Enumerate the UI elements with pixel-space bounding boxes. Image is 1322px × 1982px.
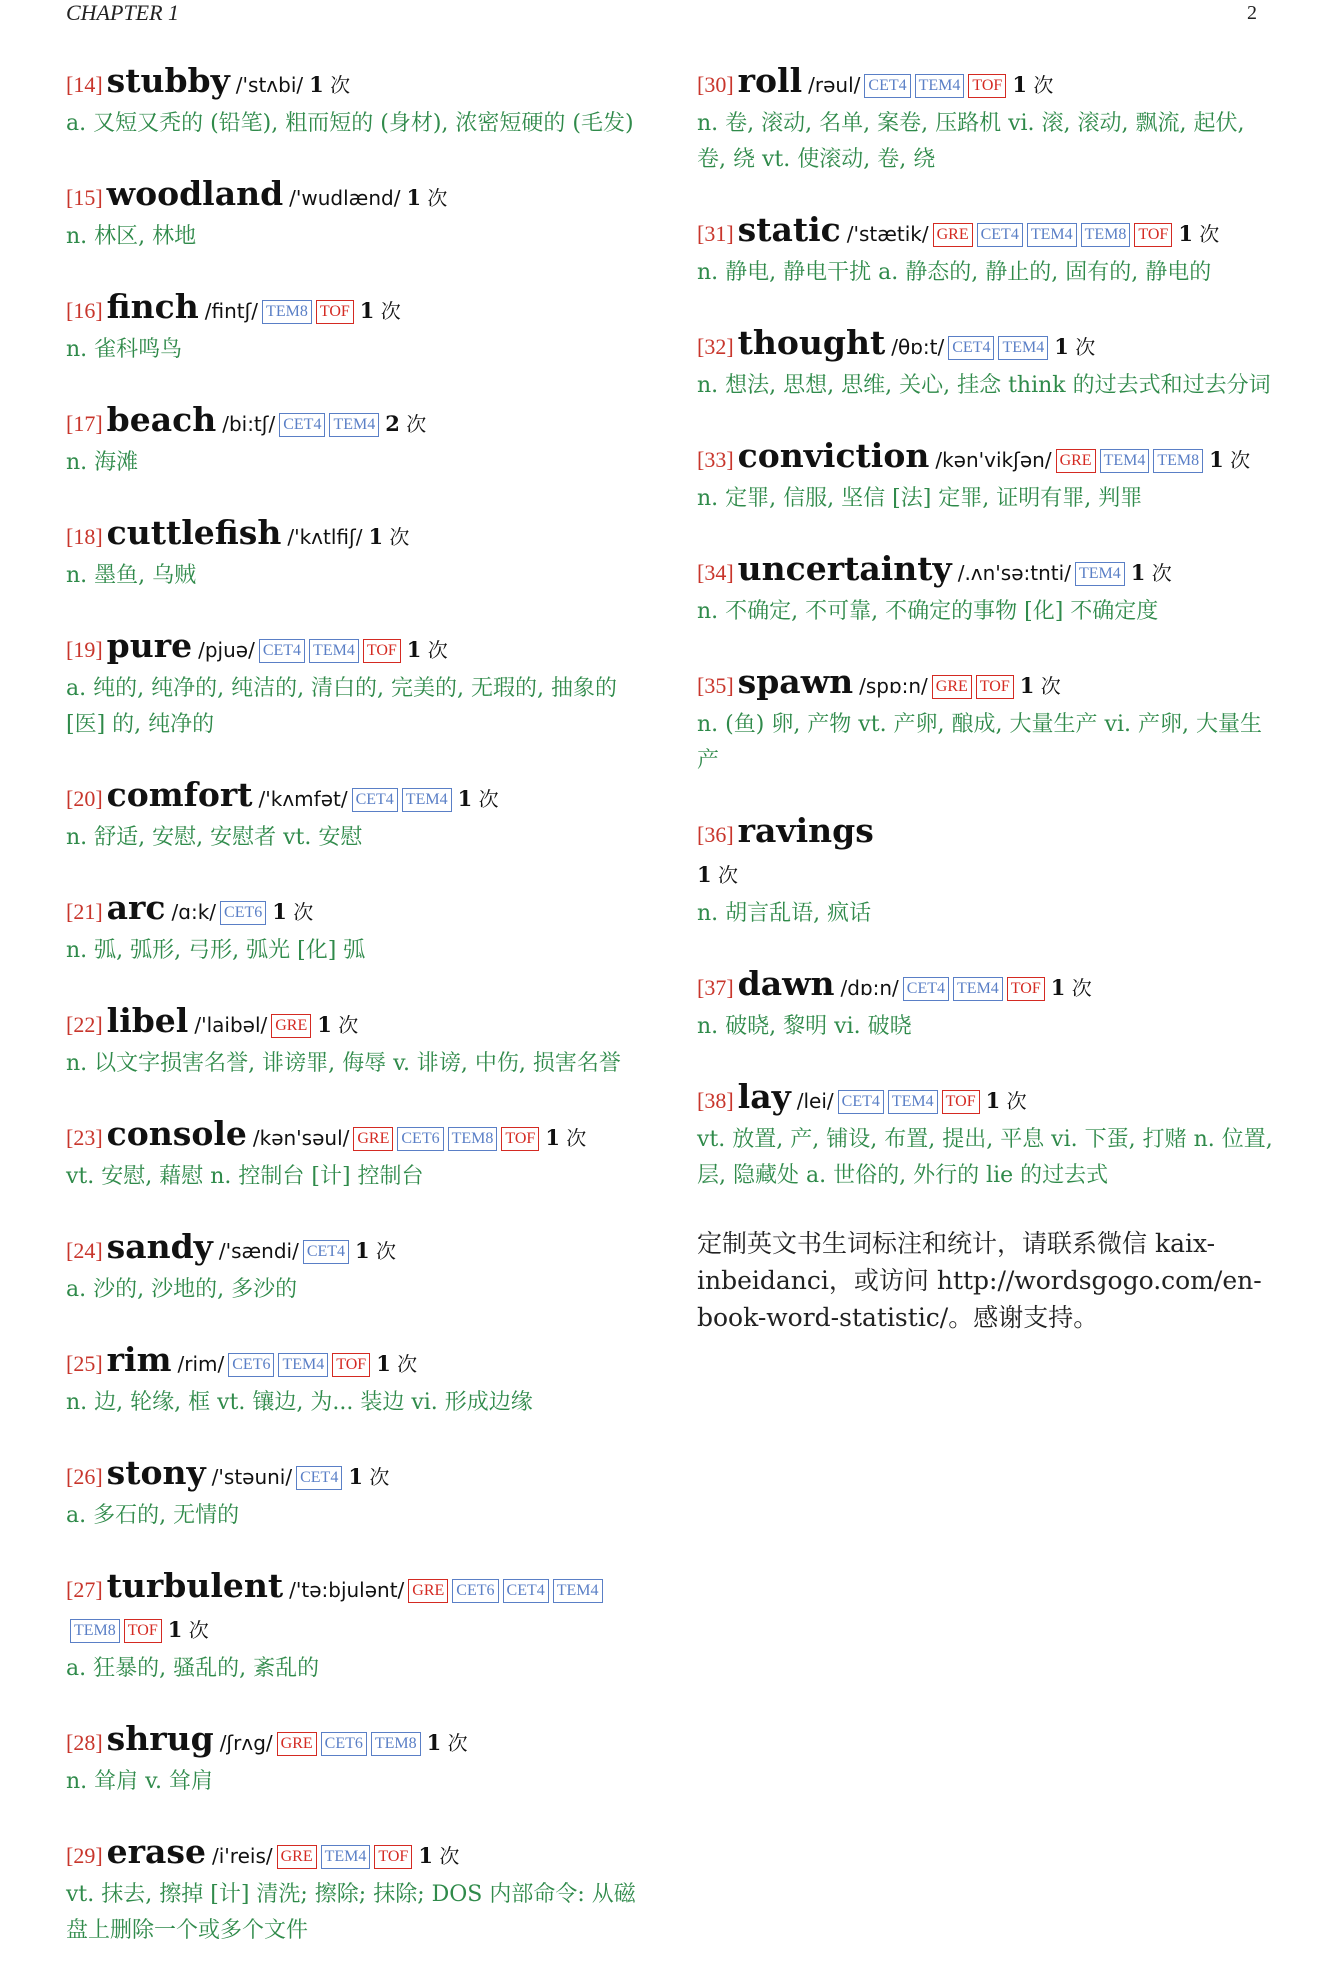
count-suffix: 次 — [397, 1352, 418, 1376]
entry-head — [66, 776, 646, 820]
word-entry — [66, 175, 646, 255]
headword: comfort — [106, 775, 253, 814]
entry-head — [66, 1002, 646, 1046]
exam-tag: TEM4 — [321, 1845, 371, 1869]
phonetic: /dɒ:n/ — [840, 976, 899, 1000]
phonetic: /fintʃ/ — [204, 299, 259, 323]
word-entry — [66, 288, 646, 368]
occurrence-count — [418, 1844, 459, 1868]
count-value: 1 — [697, 862, 712, 887]
entry-number: [37] — [697, 975, 734, 1000]
count-value: 2 — [385, 411, 400, 436]
count-suffix: 次 — [1151, 561, 1172, 585]
occurrence-count — [986, 1089, 1027, 1113]
count-value: 1 — [1130, 560, 1146, 585]
count-suffix: 次 — [406, 412, 427, 436]
word-entry — [66, 1567, 646, 1687]
count-suffix: 次 — [478, 787, 499, 811]
count-value: 1 — [348, 1464, 363, 1489]
phonetic: /pjuə/ — [198, 638, 255, 662]
count-suffix: 次 — [376, 1239, 397, 1263]
occurrence-count — [1131, 561, 1172, 585]
word-entry — [697, 437, 1277, 517]
definition: a. 狂暴的, 骚乱的, 紊乱的 — [66, 1656, 320, 1681]
occurrence-count — [1178, 222, 1219, 246]
exam-tag: CET6 — [321, 1732, 367, 1756]
right-column — [697, 62, 1277, 1336]
definition: a. 纯的, 纯净的, 纯洁的, 清白的, 完美的, 无瑕的, 抽象的 [医] 的, 纯净的 — [66, 676, 618, 737]
exam-tag: GRE — [277, 1732, 317, 1756]
headword: dawn — [737, 964, 835, 1003]
occurrence-count — [545, 1126, 586, 1150]
entry-head — [66, 1341, 646, 1385]
exam-tag: TEM8 — [1153, 449, 1203, 473]
entry-number: [15] — [66, 185, 103, 210]
occurrence-count — [348, 1465, 389, 1489]
definition: a. 沙的, 沙地的, 多沙的 — [66, 1277, 298, 1302]
word-entry — [66, 1002, 646, 1082]
entry-number: [26] — [66, 1464, 103, 1489]
definition: n. 雀科鸣鸟 — [66, 337, 183, 362]
count-value: 1 — [1012, 72, 1027, 97]
exam-tag: CET4 — [838, 1090, 884, 1114]
headword: console — [106, 1114, 247, 1153]
entry-head — [697, 62, 1277, 106]
phonetic: /'tə:bjulənt/ — [289, 1578, 405, 1602]
entry-number: [19] — [66, 637, 103, 662]
phonetic: /'wudlænd/ — [289, 186, 401, 210]
count-suffix: 次 — [427, 638, 448, 662]
occurrence-count — [697, 863, 738, 887]
exam-tag: CET4 — [296, 1466, 342, 1490]
exam-tag: TEM4 — [953, 977, 1003, 1001]
exam-tag: CET4 — [903, 977, 949, 1001]
entry-head — [697, 1078, 1277, 1122]
phonetic: /rim/ — [177, 1352, 225, 1376]
count-value: 1 — [406, 637, 422, 662]
exam-tag: TOF — [1007, 977, 1045, 1001]
count-suffix: 次 — [1040, 674, 1061, 698]
word-entry — [66, 401, 646, 481]
entry-head — [66, 1454, 646, 1498]
entry-head — [697, 211, 1277, 255]
headword: stony — [106, 1453, 206, 1492]
count-suffix: 次 — [566, 1126, 587, 1150]
exam-tag: GRE — [933, 223, 973, 247]
entry-head — [66, 627, 646, 671]
count-line — [697, 856, 1277, 896]
headword: rim — [106, 1340, 172, 1379]
count-value: 1 — [368, 524, 384, 549]
word-entry — [697, 1078, 1277, 1194]
exam-tag: TEM4 — [915, 74, 965, 98]
entry-number: [16] — [66, 298, 103, 323]
count-suffix: 次 — [1071, 976, 1092, 1000]
count-suffix: 次 — [717, 863, 738, 887]
headword: sandy — [106, 1227, 213, 1266]
entry-head — [697, 965, 1277, 1009]
exam-tag: TEM4 — [998, 336, 1048, 360]
count-value: 1 — [1050, 975, 1066, 1000]
entry-head — [697, 663, 1277, 707]
exam-tag: TOF — [942, 1090, 980, 1114]
entry-head — [697, 550, 1277, 594]
word-entry — [697, 812, 1277, 932]
definition: n. 舒适, 安慰, 安慰者 vt. 安慰 — [66, 825, 363, 850]
exam-tag: TEM4 — [553, 1579, 603, 1603]
exam-tag: TEM8 — [262, 300, 312, 324]
definition: n. 破晓, 黎明 vi. 破晓 — [697, 1014, 912, 1039]
exam-tag: GRE — [408, 1579, 448, 1603]
chapter-header: CHAPTER 1 — [66, 0, 180, 25]
entry-head — [66, 889, 646, 933]
headword: woodland — [106, 174, 284, 213]
entry-head — [66, 62, 646, 106]
exam-tag: TOF — [332, 1353, 370, 1377]
exam-tag: TEM4 — [1075, 562, 1125, 586]
count-value: 1 — [317, 1012, 332, 1037]
phonetic: /'kʌtlfiʃ/ — [287, 525, 363, 549]
headword: turbulent — [106, 1566, 284, 1605]
exam-tag: TEM8 — [70, 1619, 120, 1643]
count-suffix: 次 — [369, 1465, 390, 1489]
count-value: 1 — [355, 1238, 370, 1263]
definition: n. 边, 轮缘, 框 vt. 镶边, 为... 装边 vi. 形成边缘 — [66, 1390, 533, 1415]
headword: lay — [737, 1077, 791, 1116]
exam-tag: TOF — [316, 300, 354, 324]
count-value: 1 — [426, 1730, 442, 1755]
exam-tag: TEM8 — [1081, 223, 1131, 247]
left-column — [66, 62, 646, 1982]
entry-head — [66, 514, 646, 558]
occurrence-count — [309, 73, 350, 97]
count-value: 1 — [309, 72, 324, 97]
exam-tag: GRE — [277, 1845, 317, 1869]
occurrence-count — [1054, 335, 1095, 359]
entry-number: [36] — [697, 822, 734, 847]
entry-number: [20] — [66, 786, 103, 811]
exam-tag: TOF — [1134, 223, 1172, 247]
count-suffix: 次 — [1006, 1089, 1027, 1113]
exam-tag: CET4 — [352, 788, 398, 812]
headword: ravings — [737, 811, 874, 850]
entry-head — [66, 288, 646, 332]
exam-tag: GRE — [1056, 449, 1096, 473]
count-suffix: 次 — [1033, 73, 1054, 97]
phonetic: /'stʌbi/ — [235, 73, 304, 97]
definition: n. 卷, 滚动, 名单, 案卷, 压路机 vi. 滚, 滚动, 飘流, 起伏, 卷, 绕 vt. 使滚动, 卷, 绕 — [697, 111, 1245, 172]
headword: static — [737, 210, 841, 249]
definition: n. 静电, 静电干扰 a. 静态的, 静止的, 固有的, 静电的 — [697, 260, 1212, 285]
exam-tag: GRE — [932, 675, 972, 699]
entry-number: [33] — [697, 447, 734, 472]
definition: vt. 放置, 产, 铺设, 布置, 提出, 平息 vi. 下蛋, 打赌 n. 位置, 层, 隐藏处 a. 世俗的, 外行的 lie 的过去式 — [697, 1127, 1273, 1188]
exam-tag: TOF — [976, 675, 1014, 699]
definition: n. 胡言乱语, 疯话 — [697, 901, 872, 926]
word-entry — [66, 1228, 646, 1308]
exam-tag: TEM4 — [278, 1353, 328, 1377]
headword: finch — [106, 287, 199, 326]
phonetic: /'laibəl/ — [194, 1013, 268, 1037]
occurrence-count — [376, 1352, 417, 1376]
exam-tag: CET4 — [303, 1240, 349, 1264]
headword: erase — [106, 1832, 206, 1871]
exam-tag: TOF — [968, 74, 1006, 98]
exam-tag: CET4 — [259, 639, 305, 663]
occurrence-count — [1209, 448, 1250, 472]
exam-tag: CET4 — [864, 74, 910, 98]
definition: a. 多石的, 无情的 — [66, 1503, 240, 1528]
entry-number: [30] — [697, 72, 734, 97]
entry-number: [38] — [697, 1088, 734, 1113]
count-suffix: 次 — [447, 1731, 468, 1755]
phonetic: /bi:tʃ/ — [222, 412, 276, 436]
phonetic: /ʃrʌg/ — [219, 1731, 273, 1755]
word-entry — [66, 1341, 646, 1421]
entry-head — [66, 175, 646, 219]
headword: pure — [106, 626, 193, 665]
entry-number: [17] — [66, 411, 103, 436]
exam-tag: CET6 — [452, 1579, 498, 1603]
entry-number: [14] — [66, 72, 103, 97]
word-entry — [66, 776, 646, 856]
phonetic: /ɑ:k/ — [171, 900, 217, 924]
definition: n. 林区, 林地 — [66, 224, 197, 249]
occurrence-count — [385, 412, 426, 436]
headword: arc — [106, 888, 166, 927]
occurrence-count — [168, 1618, 209, 1642]
entry-head — [66, 1115, 646, 1159]
exam-tag: GRE — [271, 1014, 311, 1038]
exam-tag: TEM4 — [888, 1090, 938, 1114]
definition: n. 耸肩 v. 耸肩 — [66, 1769, 213, 1794]
count-suffix: 次 — [1230, 448, 1251, 472]
occurrence-count — [458, 787, 499, 811]
word-entry — [697, 324, 1277, 404]
exam-tag: TEM4 — [1100, 449, 1150, 473]
exam-tag: CET6 — [397, 1127, 443, 1151]
count-suffix: 次 — [427, 186, 448, 210]
exam-tag: TOF — [374, 1845, 412, 1869]
exam-tag: TEM4 — [1027, 223, 1077, 247]
exam-tag: TEM4 — [309, 639, 359, 663]
count-suffix: 次 — [330, 73, 351, 97]
exam-tag: TOF — [363, 639, 401, 663]
count-suffix: 次 — [389, 525, 410, 549]
entry-number: [32] — [697, 334, 734, 359]
count-value: 1 — [1209, 447, 1224, 472]
headword: shrug — [106, 1719, 214, 1758]
definition: n. 不确定, 不可靠, 不确定的事物 [化] 不确定度 — [697, 599, 1159, 624]
headword: thought — [737, 323, 886, 362]
phonetic: /'sændi/ — [218, 1239, 299, 1263]
definition: n. 以文字损害名誉, 诽谤罪, 侮辱 v. 诽谤, 中伤, 损害名誉 — [66, 1051, 621, 1076]
occurrence-count — [360, 299, 401, 323]
count-suffix: 次 — [1075, 335, 1096, 359]
exam-tag: CET4 — [503, 1579, 549, 1603]
phonetic: /kən'vikʃən/ — [935, 448, 1052, 472]
exam-tag: CET6 — [228, 1353, 274, 1377]
count-suffix: 次 — [293, 900, 314, 924]
entry-head — [66, 1567, 646, 1651]
count-suffix: 次 — [338, 1013, 359, 1037]
word-entry — [697, 550, 1277, 630]
occurrence-count — [407, 638, 448, 662]
count-value: 1 — [1019, 673, 1035, 698]
exam-tag: TEM8 — [448, 1127, 498, 1151]
phonetic: /θɒ:t/ — [891, 335, 945, 359]
definition: vt. 安慰, 藉慰 n. 控制台 [计] 控制台 — [66, 1164, 424, 1189]
phonetic: /'stəuni/ — [211, 1465, 293, 1489]
headword: libel — [106, 1001, 189, 1040]
occurrence-count — [355, 1239, 396, 1263]
entry-head — [697, 812, 1277, 856]
entry-number: [29] — [66, 1843, 103, 1868]
entry-head — [66, 1720, 646, 1764]
headword: roll — [737, 61, 803, 100]
footer-note: 定制英文书生词标注和统计，请联系微信 kaix-inbeidanci，或访问 http://wordsgogo.com/en-book-word-statistic/。感谢支持。 — [697, 1229, 1262, 1332]
headword: beach — [106, 400, 217, 439]
word-entry — [697, 663, 1277, 779]
entry-number: [28] — [66, 1730, 103, 1755]
definition: n. 定罪, 信服, 坚信 [法] 定罪, 证明有罪, 判罪 — [697, 486, 1143, 511]
count-value: 1 — [359, 298, 375, 323]
occurrence-count — [368, 525, 409, 549]
word-entry — [66, 1115, 646, 1195]
definition: vt. 抹去, 擦掉 [计] 清洗; 擦除; 抹除; DOS 内部命令: 从磁盘上删除一个或多个文件 — [66, 1882, 636, 1943]
entry-number: [25] — [66, 1351, 103, 1376]
exam-tag: CET4 — [279, 413, 325, 437]
entry-head — [697, 437, 1277, 481]
exam-tag: TOF — [501, 1127, 539, 1151]
occurrence-count — [1051, 976, 1092, 1000]
definition: n. 想法, 思想, 思维, 关心, 挂念 think 的过去式和过去分词 — [697, 373, 1271, 398]
definition: n. (鱼) 卵, 产物 vt. 产卵, 酿成, 大量生产 vi. 产卵, 大量生产 — [697, 712, 1262, 773]
count-value: 1 — [985, 1088, 1001, 1113]
count-value: 1 — [406, 185, 422, 210]
count-suffix: 次 — [188, 1618, 209, 1642]
occurrence-count — [317, 1013, 358, 1037]
word-entry — [66, 1833, 646, 1949]
word-entry — [697, 965, 1277, 1045]
phonetic: /lei/ — [796, 1089, 834, 1113]
word-entry — [66, 514, 646, 594]
headword: uncertainty — [737, 549, 952, 588]
count-suffix: 次 — [439, 1844, 460, 1868]
occurrence-count — [272, 900, 313, 924]
count-suffix: 次 — [380, 299, 401, 323]
phonetic: /'kʌmfət/ — [258, 787, 348, 811]
entry-number: [31] — [697, 221, 734, 246]
exam-tag: CET6 — [220, 901, 266, 925]
occurrence-count — [1020, 674, 1061, 698]
entry-number: [21] — [66, 899, 103, 924]
count-value: 1 — [376, 1351, 391, 1376]
definition: n. 墨鱼, 乌贼 — [66, 563, 197, 588]
exam-tag: TEM4 — [329, 413, 379, 437]
occurrence-count — [1012, 73, 1053, 97]
definition: n. 海滩 — [66, 450, 139, 475]
word-entry — [66, 1454, 646, 1534]
word-entry — [66, 62, 646, 142]
phonetic: /.ʌn'sə:tnti/ — [957, 561, 1071, 585]
exam-tag: GRE — [353, 1127, 393, 1151]
headword: conviction — [737, 436, 930, 475]
exam-tag: TEM4 — [402, 788, 452, 812]
phonetic: /rəul/ — [808, 73, 861, 97]
phonetic: /'stætik/ — [846, 222, 929, 246]
entry-head — [66, 1228, 646, 1272]
word-entry — [66, 1720, 646, 1800]
count-value: 1 — [272, 899, 287, 924]
entry-head — [66, 401, 646, 445]
entry-number: [23] — [66, 1125, 103, 1150]
entry-number: [22] — [66, 1012, 103, 1037]
headword: spawn — [737, 662, 854, 701]
occurrence-count — [427, 1731, 468, 1755]
exam-tag: CET4 — [977, 223, 1023, 247]
count-value: 1 — [418, 1843, 433, 1868]
page-number: 2 — [1247, 2, 1257, 24]
entry-number: [24] — [66, 1238, 103, 1263]
phonetic: /spɒ:n/ — [859, 674, 928, 698]
count-value: 1 — [457, 786, 473, 811]
count-value: 1 — [167, 1617, 183, 1642]
entry-number: [18] — [66, 524, 103, 549]
entry-number: [27] — [66, 1577, 103, 1602]
count-value: 1 — [545, 1125, 560, 1150]
count-suffix: 次 — [1199, 222, 1220, 246]
word-entry — [66, 627, 646, 743]
count-value: 1 — [1178, 221, 1193, 246]
occurrence-count — [406, 186, 447, 210]
definition: n. 弧, 弧形, 弓形, 弧光 [化] 弧 — [66, 938, 366, 963]
phonetic: /i'reis/ — [212, 1844, 273, 1868]
word-entry — [697, 211, 1277, 291]
entry-number: [34] — [697, 560, 734, 585]
word-entry — [697, 62, 1277, 178]
phonetic: /kən'səul/ — [252, 1126, 350, 1150]
definition: a. 又短又秃的 (铅笔), 粗而短的 (身材), 浓密短硬的 (毛发) — [66, 111, 634, 136]
exam-tag: TEM8 — [371, 1732, 421, 1756]
entry-number: [35] — [697, 673, 734, 698]
entry-head — [66, 1833, 646, 1877]
entry-head — [697, 324, 1277, 368]
headword: cuttlefish — [106, 513, 282, 552]
word-entry — [66, 889, 646, 969]
count-value: 1 — [1054, 334, 1069, 359]
exam-tag: CET4 — [948, 336, 994, 360]
exam-tag: TOF — [124, 1619, 162, 1643]
headword: stubby — [106, 61, 230, 100]
